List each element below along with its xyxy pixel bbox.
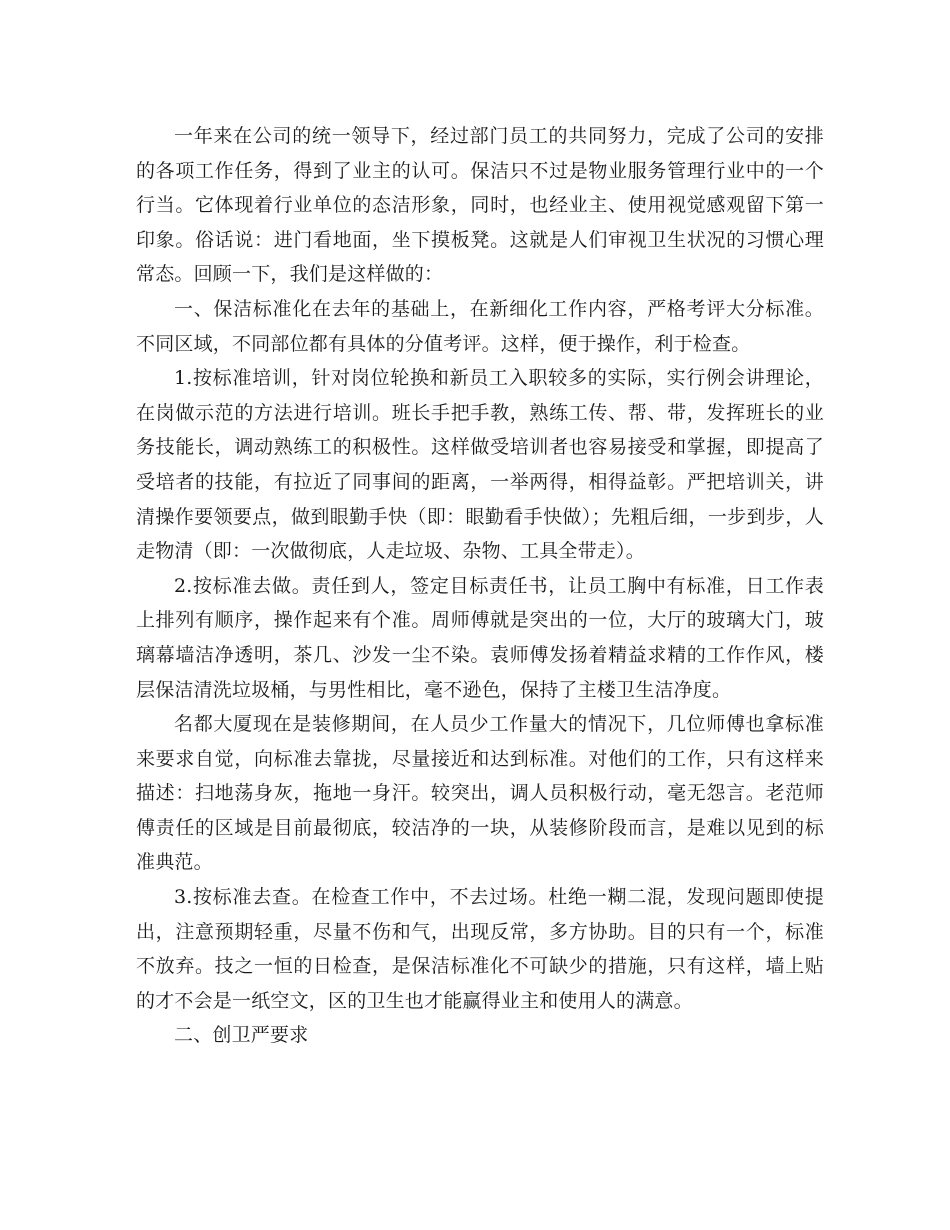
paragraph-mingdu: 名都大厦现在是装修期间，在人员少工作量大的情况下，几位师傅也拿标准来要求自觉，向标准去靠拢，尽量接近和达到标准。对他们的工作，只有这样来描述：扫地荡身灰，拖地一身汗。较突出，调人员积极行动，毫无怨言。老范师傅责任的区域是目前最彻底，较洁净的一块，从装修阶段而言，是难以见到的标准典范。 [136, 713, 824, 874]
paragraph-item-1: 1.按标准培训，针对岗位轮换和新员工入职较多的实际，实行例会讲理论，在岗做示范的方法进行培训。班长手把手教，熟练工传、帮、带，发挥班长的业务技能长，调动熟练工的积极性。这样做受培训者也容易接受和掌握，即提高了受培者的技能，有拉近了同事间的距离，一举两得，相得益彰。严把培训关，讲清操作要领要点，做到眼勤手快（即：眼勤看手快做）；先粗后细，一步到步，人走物清（即：一次做彻底，人走垃圾、杂物、工具全带走）。 [136, 367, 824, 563]
document-body [136, 119, 824, 1053]
paragraph-intro: 一年来在公司的统一领导下，经过部门员工的共同努力，完成了公司的安排的各项工作任务，得到了业主的认可。保洁只不过是物业服务管理行业中的一个行当。它体现着行业单位的态洁形象，同时，也经业主、使用视觉感观留下第一印象。俗话说：进门看地面，坐下摸板凳。这就是人们审视卫生状况的习惯心理常态。回顾一下，我们是这样做的： [136, 125, 824, 286]
paragraph-section-one: 一、保洁标准化在去年的基础上，在新细化工作内容，严格考评大分标准。不同区域，不同部位都有具体的分值考评。这样，便于操作，利于检查。 [136, 297, 824, 355]
paragraph-item-2: 2.按标准去做。责任到人，签定目标责任书，让员工胸中有标准，日工作表上排列有顺序，操作起来有个准。周师傅就是突出的一位，大厅的玻璃大门，玻璃幕墙洁净透明，茶几、沙发一尘不染。袁师傅发扬着精益求精的工作作风，楼层保洁清洗垃圾桶，与男性相比，毫不逊色，保持了主楼卫生洁净度。 [136, 574, 824, 701]
paragraph-section-two: 二、创卫严要求 [174, 1024, 309, 1047]
paragraph-item-3: 3.按标准去查。在检查工作中，不去过场。杜绝一糊二混，发现问题即使提出，注意预期轻重，尽量不伤和气，出现反常，多方协助。目的只有一个，标准不放弃。技之一恒的日检查，是保洁标准化不可缺少的措施，只有这样，墙上贴的才不会是一纸空文，区的卫生也才能赢得业主和使用人的满意。 [136, 886, 824, 1012]
